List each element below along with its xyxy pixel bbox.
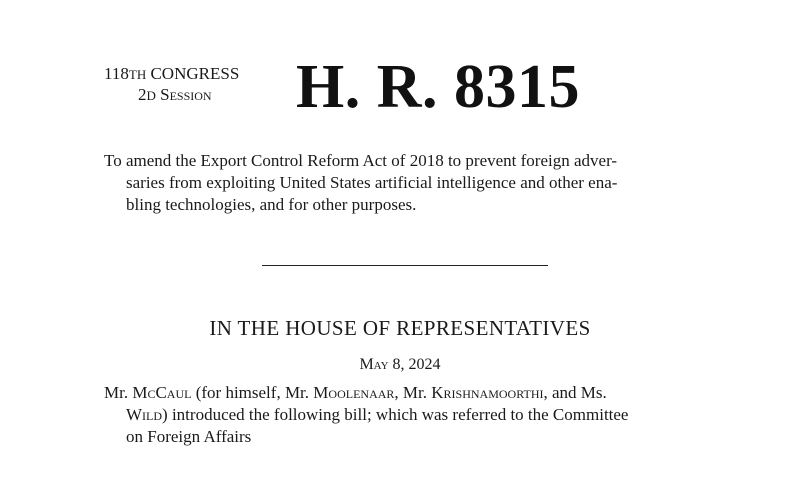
intro-text: (for himself, Mr. <box>191 383 314 402</box>
house-heading: IN THE HOUSE OF REPRESENTATIVES <box>209 316 591 340</box>
session-line <box>104 85 239 106</box>
congress-number: 118 <box>104 64 129 83</box>
introduction-date: May 8, 2024 <box>359 356 441 373</box>
intro-text: ) introduced the following bill; which was referred to the Committee <box>162 405 629 424</box>
sponsor-name: McCaul <box>132 383 192 402</box>
horizontal-divider <box>262 265 548 266</box>
session-number: 2 <box>138 85 147 104</box>
bill-number-title: H. R. 8315 <box>296 53 580 121</box>
intro-text: , and Ms. <box>543 383 607 402</box>
bill-purpose <box>104 150 714 216</box>
intro-line-1 <box>104 382 724 404</box>
cosponsor-name: Krishnamoorthi <box>431 383 544 402</box>
intro-line-2 <box>104 404 724 426</box>
intro-text: Mr. <box>104 383 133 402</box>
purpose-line-2: saries from exploiting United States artificial intelligence and other ena- <box>126 173 618 192</box>
introduction-statement <box>104 382 724 448</box>
intro-line-3: on Foreign Affairs <box>126 427 252 446</box>
congress-session-block <box>104 64 239 106</box>
cosponsor-name: Moolenaar <box>313 383 395 402</box>
congress-line <box>104 64 239 85</box>
cosponsor-name: Wild <box>126 405 163 424</box>
purpose-line-1: To amend the Export Control Reform Act of 2018 to prevent foreign adver- <box>104 151 618 170</box>
intro-text: , Mr. <box>394 383 432 402</box>
session-suffix: D <box>146 88 156 103</box>
congress-suffix: TH <box>128 67 147 82</box>
purpose-line-3: bling technologies, and for other purposes. <box>126 195 417 214</box>
congress-word: CONGRESS <box>150 64 240 83</box>
session-word: Session <box>160 85 212 104</box>
